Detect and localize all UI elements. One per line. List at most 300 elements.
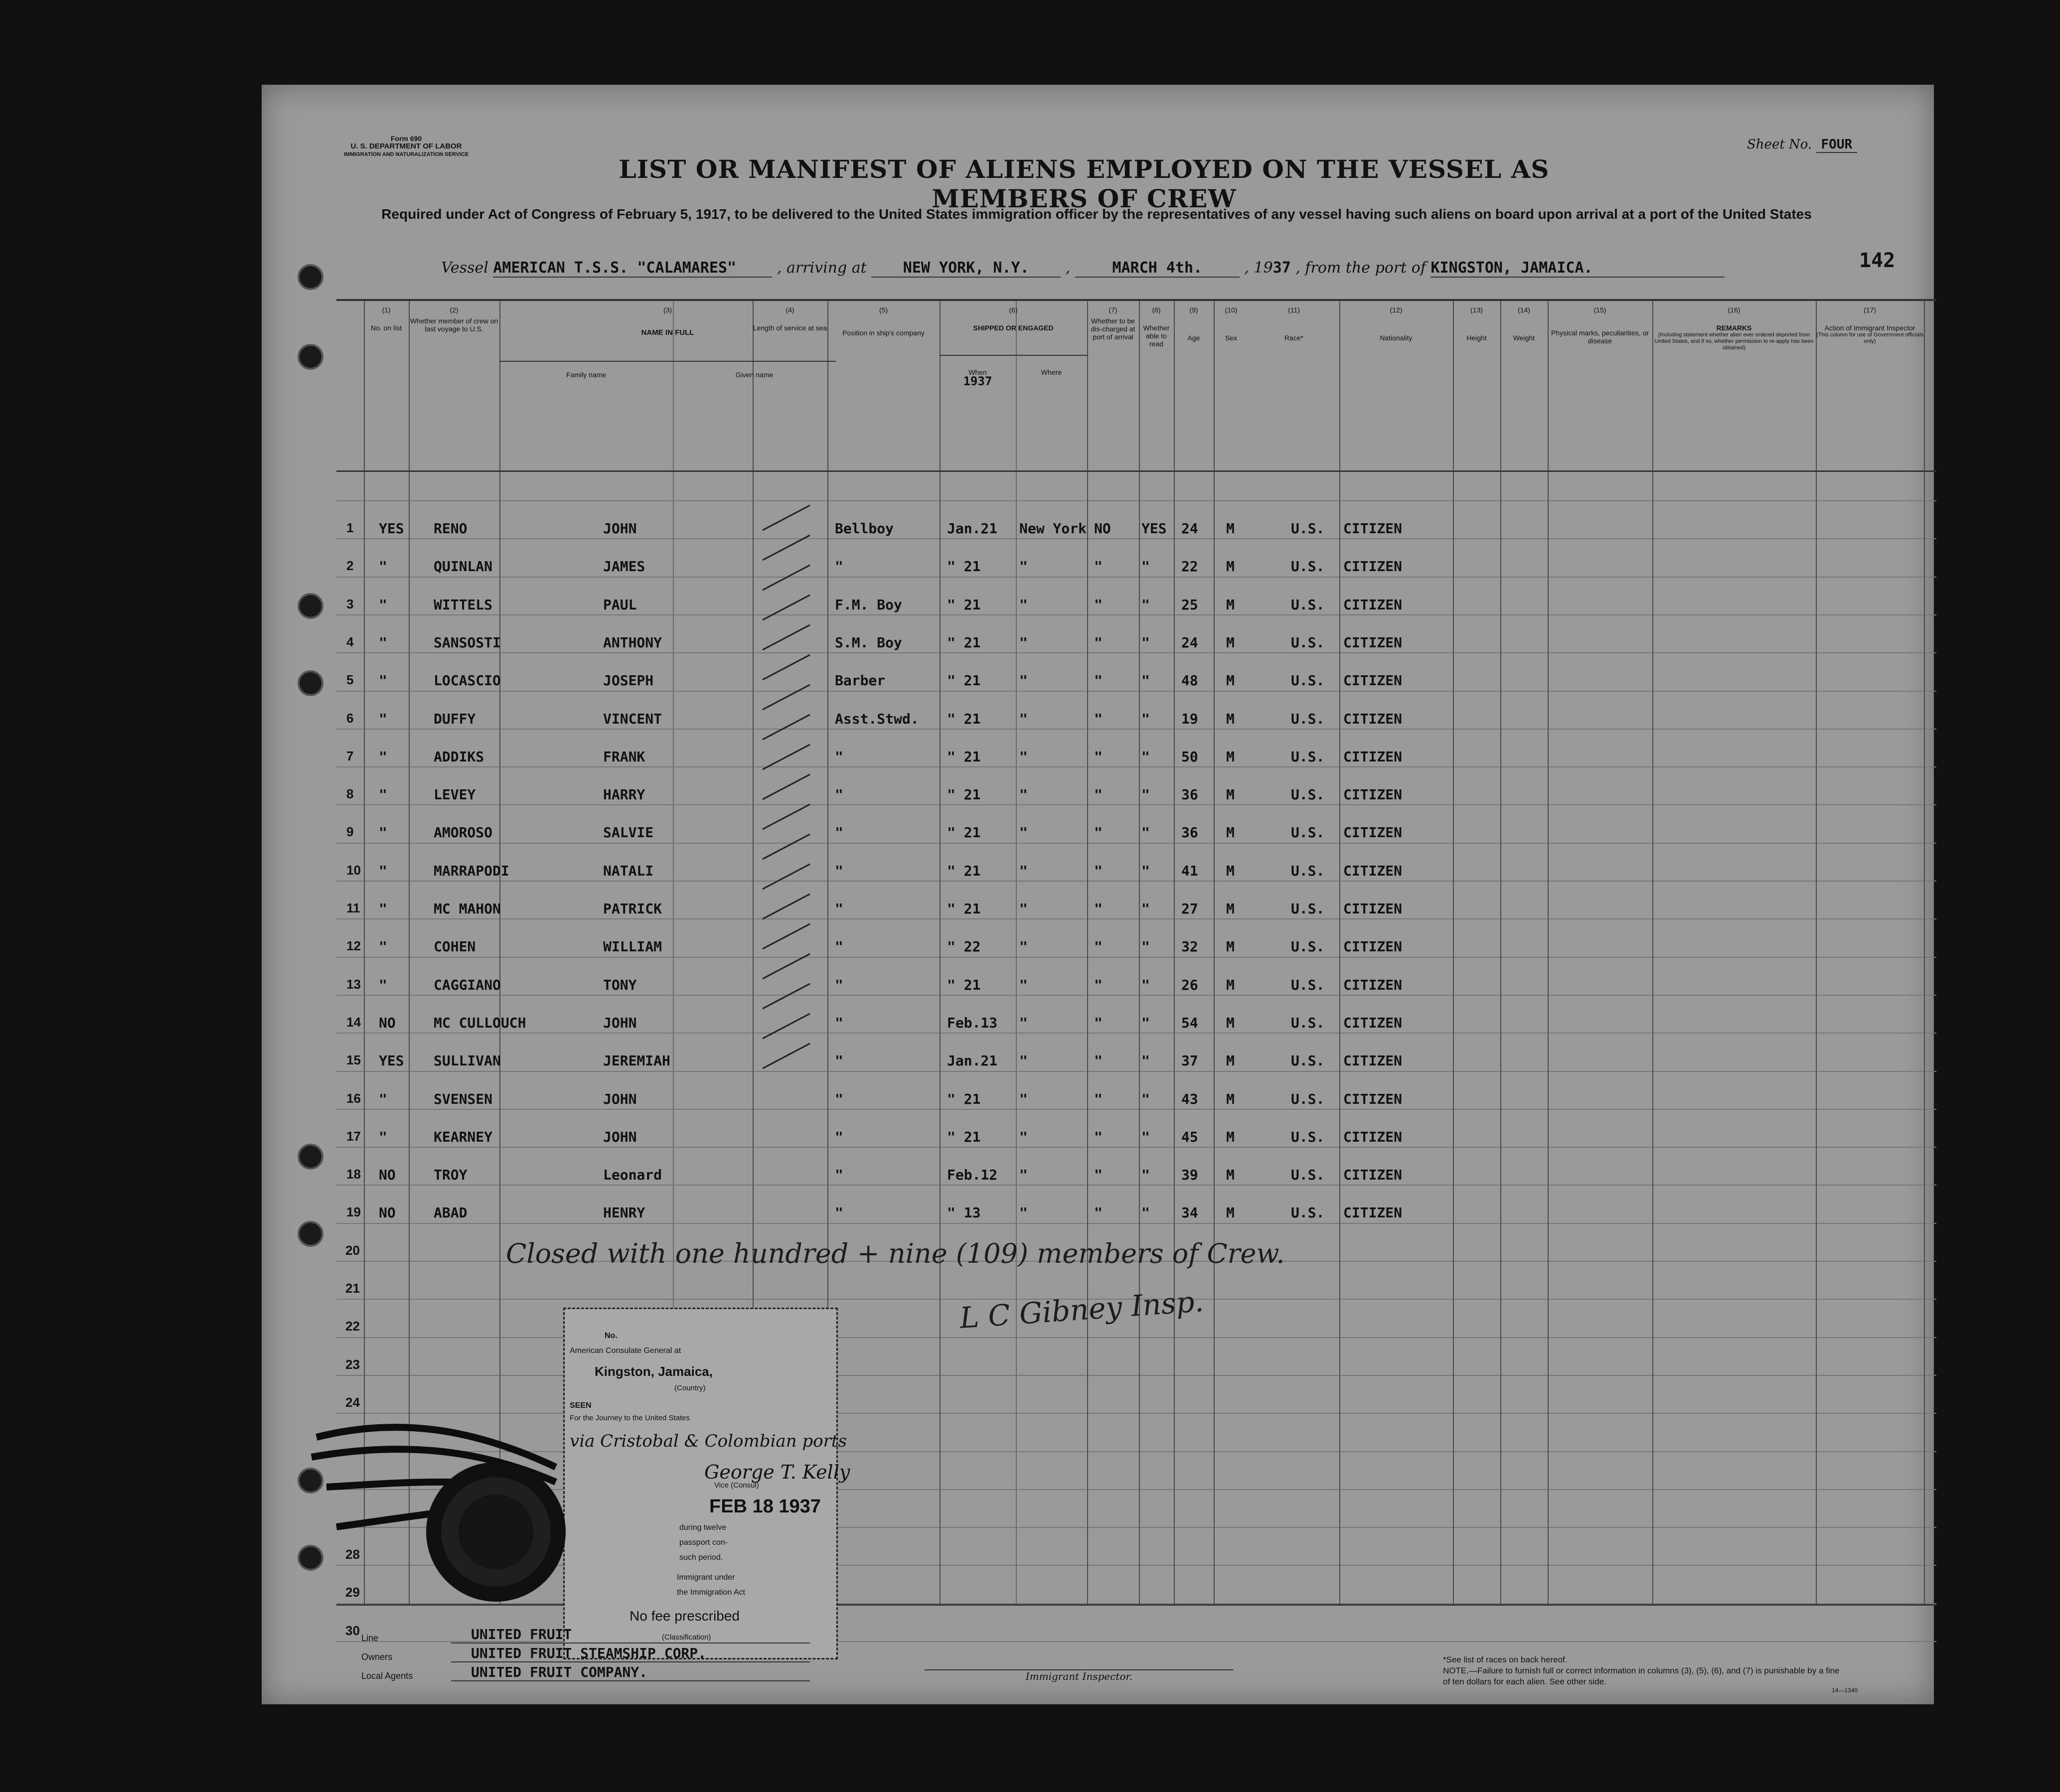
punch-hole [298,1221,323,1247]
agents-value: UNITED FRUIT COMPANY. [451,1664,810,1681]
prev-voyage: " [379,1128,387,1145]
table-row [336,863,1936,893]
row-number: 12 [346,938,361,954]
row-number: 30 [345,1623,360,1638]
discharged: NO [1094,520,1111,537]
where-header: Where [1041,368,1062,376]
row-number: 13 [346,976,361,992]
prev-voyage: " [379,824,387,841]
age: 27 [1181,900,1198,917]
given-name: JAMES [603,558,645,575]
shipped-when: " 22 [947,938,981,955]
table-row [336,711,1936,741]
nationality: CITIZEN [1343,634,1403,651]
table-row [336,900,1936,930]
table-row [336,1091,1936,1121]
race: U.S. [1291,672,1325,689]
row-number: 16 [346,1090,361,1106]
position: " [835,1128,843,1145]
shipped-where: " [1019,1204,1028,1221]
given-name: WILLIAM [603,938,662,955]
shipped-when: " 21 [947,558,981,575]
position: " [835,1090,843,1107]
position: " [835,900,843,917]
shipped-where: " [1019,710,1028,727]
family-name: SVENSEN [434,1090,493,1107]
position: " [835,824,843,841]
shipped-when: Jan.21 [947,1052,998,1069]
age: 25 [1181,596,1198,613]
discharged: " [1094,672,1103,689]
position: " [835,1052,843,1069]
age: 36 [1181,824,1198,841]
table-row [336,1015,1936,1045]
table-row [336,786,1936,816]
able-to-read: " [1141,862,1150,879]
sex: M [1226,824,1235,841]
race: U.S. [1291,1014,1325,1031]
position: " [835,1167,843,1184]
sex: M [1226,520,1235,537]
race: U.S. [1291,824,1325,841]
prev-voyage: NO [379,1014,396,1031]
arrival-date: MARCH 4th. [1075,259,1240,278]
prev-voyage: " [379,976,387,993]
age: 45 [1181,1128,1198,1145]
nationality: CITIZEN [1343,520,1403,537]
able-to-read: " [1141,596,1150,613]
page-subtitle: Required under Act of Congress of February 5, 1917, to be delivered to the United States immigration officer by the representatives of any vessel having such aliens on board upon arrival at a port of the United States [381,206,1812,222]
race: U.S. [1291,1090,1325,1107]
race: U.S. [1291,938,1325,955]
shipped-where: " [1019,862,1028,879]
shipped-where: " [1019,976,1028,993]
position: " [835,786,843,803]
able-to-read: " [1141,824,1150,841]
col1-header: (1) No. on list [370,306,402,332]
family-name: ABAD [434,1204,468,1221]
able-to-read: " [1141,1014,1150,1031]
row-number: 5 [346,672,354,688]
nationality: CITIZEN [1343,1167,1403,1184]
races-note: *See list of races on back hereof. [1443,1655,1568,1664]
col3-header: (3) NAME IN FULL [641,306,694,337]
row-number: 3 [346,596,354,611]
row-number: 10 [346,862,361,878]
discharged: " [1094,1014,1103,1031]
sex: M [1226,938,1235,955]
line-label: Line [361,1633,379,1643]
page-title: LIST OR MANIFEST OF ALIENS EMPLOYED ON THE VESSEL AS MEMBERS OF CREW [619,154,1550,213]
nationality: CITIZEN [1343,1052,1403,1069]
when-header: When 1937 [963,368,992,388]
footer-owners [361,1625,810,1681]
able-to-read: " [1141,1052,1150,1069]
discharged: " [1094,862,1103,879]
inspector-signature: L C Gibney Insp. [958,1284,1205,1336]
family-name: KEARNEY [434,1128,493,1145]
sex: M [1226,1090,1235,1107]
shipped-when: Feb.13 [947,1014,998,1031]
position: " [835,748,843,765]
sex: M [1226,634,1235,651]
shipped-where: " [1019,558,1028,575]
agents-label: Local Agents [361,1671,413,1681]
nationality: CITIZEN [1343,1014,1403,1031]
shipped-when: " 21 [947,634,981,651]
given-name: PAUL [603,596,637,613]
prev-voyage: NO [379,1167,396,1184]
shipped-where: " [1019,1167,1028,1184]
row-number: 24 [345,1394,360,1410]
form-agency [331,135,481,158]
punch-hole [298,670,323,696]
row-number: 22 [345,1319,360,1334]
family-name: TROY [434,1167,468,1184]
nationality: CITIZEN [1343,710,1403,727]
shipped-when: " 21 [947,976,981,993]
family-name: CAGGIANO [434,976,501,993]
age: 43 [1181,1090,1198,1107]
age: 24 [1181,634,1198,651]
age: 50 [1181,748,1198,765]
col5-header: (5) Position in ship's company [842,306,925,337]
row-number: 7 [346,748,354,763]
age: 41 [1181,862,1198,879]
inspector-line: Immigrant Inspector. [925,1669,1234,1682]
race: U.S. [1291,520,1325,537]
sex: M [1226,1014,1235,1031]
position: " [835,976,843,993]
shipped-where: " [1019,1128,1028,1145]
able-to-read: " [1141,634,1150,651]
sex: M [1226,596,1235,613]
position: Bellboy [835,520,894,537]
fine-note: NOTE.—Failure to furnish full or correct information in columns (3), (5), (6), and (7) is punishable by a fine of ten dollars for each alien. See other side. [1443,1666,1840,1686]
able-to-read: " [1141,1090,1150,1107]
table-row [336,1167,1936,1196]
page-number: 142 [1859,249,1896,272]
from-port: KINGSTON, JAMAICA. [1430,259,1725,278]
nationality: CITIZEN [1343,824,1403,841]
prev-voyage: " [379,596,387,613]
given-name: NATALI [603,862,654,879]
row-number: 23 [345,1356,360,1372]
prev-voyage: " [379,938,387,955]
table-row [336,938,1936,968]
able-to-read: " [1141,710,1150,727]
table-row [336,1129,1936,1159]
sex: M [1226,900,1235,917]
table-row [336,824,1936,854]
able-to-read: " [1141,976,1150,993]
row-number: 1 [346,520,354,535]
shipped-where: " [1019,1052,1028,1069]
print-code: 14—1340 [1832,1687,1858,1694]
able-to-read: " [1141,900,1150,917]
family-name: MC MAHON [434,900,501,917]
age: 19 [1181,710,1198,727]
department: U. S. DEPARTMENT OF LABOR [350,142,462,150]
service: IMMIGRATION AND NATURALIZATION SERVICE [343,151,469,157]
row-number: 15 [346,1052,361,1068]
position: F.M. Boy [835,596,902,613]
col14-header: (14) Weight [1513,306,1535,342]
race: U.S. [1291,1204,1325,1221]
sheet-number [1747,137,1857,152]
row-number: 8 [346,786,354,802]
given-name: JOHN [603,1014,637,1031]
family-name: COHEN [434,938,476,955]
sex: M [1226,786,1235,803]
family-name: MARRAPODI [434,862,509,879]
row-number: 29 [345,1585,360,1600]
prev-voyage: YES [379,520,404,537]
nationality: CITIZEN [1343,976,1403,993]
prev-voyage: " [379,862,387,879]
prev-voyage: " [379,786,387,803]
shipped-where: " [1019,672,1028,689]
col16-header: (16) REMARKS (Including statement whether alien ever ordered deported from United States, and if so, whether permission to re-apply has been obtained) [1654,306,1814,351]
nationality: CITIZEN [1343,900,1403,917]
race: U.S. [1291,786,1325,803]
nationality: CITIZEN [1343,1204,1403,1221]
nationality: CITIZEN [1343,1090,1403,1107]
given-name: FRANK [603,748,645,765]
row-number: 2 [346,558,354,574]
given-name: JEREMIAH [603,1052,670,1069]
shipped-when: " 13 [947,1204,981,1221]
given-name: JOSEPH [603,672,654,689]
punch-hole [298,593,323,619]
from-label: , from the port of [1295,259,1426,277]
sex: M [1226,672,1235,689]
year-value: 37 [1272,259,1291,277]
punch-hole [298,1144,323,1170]
shipped-where: " [1019,900,1028,917]
col8-header: (8) Whether able to read [1143,306,1170,348]
punch-hole [298,264,323,290]
sheet-value: FOUR [1816,137,1858,153]
sex: M [1226,558,1235,575]
prev-voyage: NO [379,1204,396,1221]
family-name: QUINLAN [434,558,493,575]
position: S.M. Boy [835,634,902,651]
family-name: LEVEY [434,786,476,803]
shipped-where: " [1019,1090,1028,1107]
discharged: " [1094,1128,1103,1145]
table-row [336,634,1936,664]
discharged: " [1094,976,1103,993]
prev-voyage: " [379,558,387,575]
col12-header: (12) Nationality [1380,306,1413,342]
nationality: CITIZEN [1343,938,1403,955]
nationality: CITIZEN [1343,1128,1403,1145]
age: 24 [1181,520,1198,537]
table-row [336,1204,1936,1234]
age: 36 [1181,786,1198,803]
position: " [835,862,843,879]
shipped-where: New York [1019,520,1087,537]
family-name: ADDIKS [434,748,484,765]
col4-header: (4) Length of service at sea [753,306,827,332]
nationality: CITIZEN [1343,862,1403,879]
race: U.S. [1291,900,1325,917]
shipped-where: " [1019,786,1028,803]
ruled-line [336,500,1936,501]
row-number: 20 [345,1242,360,1258]
position: " [835,938,843,955]
table-row [336,748,1936,778]
discharged: " [1094,634,1103,651]
row-number: 17 [346,1128,361,1144]
shipped-when: " 21 [947,596,981,613]
family-name-header: Family name [566,371,607,379]
shipped-when: Feb.12 [947,1167,998,1184]
discharged: " [1094,596,1103,613]
race: U.S. [1291,1128,1325,1145]
owners-value: UNITED FRUIT STEAMSHIP CORP. [451,1645,810,1662]
race: U.S. [1291,1052,1325,1069]
manifest-sheet [262,85,1934,1704]
prev-voyage: " [379,900,387,917]
able-to-read: " [1141,1167,1150,1184]
nationality: CITIZEN [1343,672,1403,689]
race: U.S. [1291,976,1325,993]
able-to-read: " [1141,1204,1150,1221]
row-number: 9 [346,824,354,840]
shipped-when: " 21 [947,1128,981,1145]
table-row [336,558,1936,588]
col17-header: (17) Action of Immigrant Inspector (This column for use of Government officials only) [1816,306,1923,344]
col9-header: (9) Age [1187,306,1200,342]
prev-voyage: " [379,710,387,727]
nationality: CITIZEN [1343,748,1403,765]
shipped-when: " 21 [947,862,981,879]
discharged: " [1094,748,1103,765]
position: " [835,558,843,575]
shipped-when: " 21 [947,900,981,917]
footer-notes [1443,1654,1842,1687]
shipped-when: Jan.21 [947,520,998,537]
given-name: SALVIE [603,824,654,841]
discharged: " [1094,710,1103,727]
row-number: 19 [346,1204,361,1220]
given-name: Leonard [603,1167,662,1184]
vessel-label: Vessel [441,259,488,277]
form-number: Form 690 [390,135,422,143]
table-row [336,672,1936,702]
prev-voyage: " [379,748,387,765]
shipped-when: " 21 [947,1090,981,1107]
year-prefix: 19 [1254,259,1273,277]
discharged: " [1094,1052,1103,1069]
family-name: LOCASCIO [434,672,501,689]
col11-header: (11) Race* [1284,306,1304,342]
discharged: " [1094,824,1103,841]
col13-header: (13) Height [1466,306,1487,342]
shipped-when: " 21 [947,748,981,765]
row-number: 4 [346,634,354,649]
row-number: 14 [346,1014,361,1030]
given-name: ANTHONY [603,634,662,651]
vessel-line: Vessel AMERICAN T.S.S. "CALAMARES" , arriving at NEW YORK, N.Y. , MARCH 4th. , 1937 , from the port of KINGSTON, JAMAICA. [441,259,1827,284]
able-to-read: " [1141,672,1150,689]
given-name: JOHN [603,1090,637,1107]
col10-header: (10) Sex [1225,306,1238,342]
shipped-where: " [1019,596,1028,613]
position: Asst.Stwd. [835,710,919,727]
race: U.S. [1291,596,1325,613]
vessel-name: AMERICAN T.S.S. "CALAMARES" [493,259,772,278]
able-to-read: " [1141,786,1150,803]
shipped-when: " 21 [947,786,981,803]
discharged: " [1094,1090,1103,1107]
race: U.S. [1291,1167,1325,1184]
nationality: CITIZEN [1343,786,1403,803]
sex: M [1226,748,1235,765]
discharged: " [1094,786,1103,803]
age: 54 [1181,1014,1198,1031]
prev-voyage: YES [379,1052,404,1069]
arriving-port: NEW YORK, N.Y. [871,259,1061,278]
able-to-read: " [1141,1128,1150,1145]
age: 37 [1181,1052,1198,1069]
given-name: TONY [603,976,637,993]
col15-header: (15) Physical marks, peculiarities, or disease [1551,306,1649,345]
given-name: JOHN [603,520,637,537]
row-number: 28 [345,1547,360,1562]
sex: M [1226,1167,1235,1184]
discharged: " [1094,938,1103,955]
race: U.S. [1291,710,1325,727]
sex: M [1226,976,1235,993]
sex: M [1226,1204,1235,1221]
table-row [336,1052,1936,1082]
sheet-label: Sheet No. [1747,137,1812,152]
shipped-where: " [1019,634,1028,651]
age: 26 [1181,976,1198,993]
row-number: 18 [346,1167,361,1182]
race: U.S. [1291,558,1325,575]
shipped-when: " 21 [947,710,981,727]
family-name: SULLIVAN [434,1052,501,1069]
sex: M [1226,710,1235,727]
family-name: RENO [434,520,468,537]
age: 22 [1181,558,1198,575]
able-to-read: YES [1141,520,1167,537]
col2-header: (2) Whether member of crew on last voyage to U.S. [410,306,498,333]
race: U.S. [1291,748,1325,765]
family-name: MC CULLOUCH [434,1014,526,1031]
discharged: " [1094,558,1103,575]
line-value: UNITED FRUIT [451,1626,810,1643]
wax-seal [297,1407,616,1637]
row-number: 6 [346,710,354,726]
able-to-read: " [1141,558,1150,575]
col6-header: (6) SHIPPED OR ENGAGED [973,306,1054,332]
prev-voyage: " [379,634,387,651]
family-name: SANSOSTI [434,634,501,651]
prev-voyage: " [379,672,387,689]
table-row [336,977,1936,1007]
family-name: WITTELS [434,596,493,613]
shipped-where: " [1019,824,1028,841]
shipped-where: " [1019,938,1028,955]
position: " [835,1204,843,1221]
shipped-when: " 21 [947,672,981,689]
race: U.S. [1291,634,1325,651]
